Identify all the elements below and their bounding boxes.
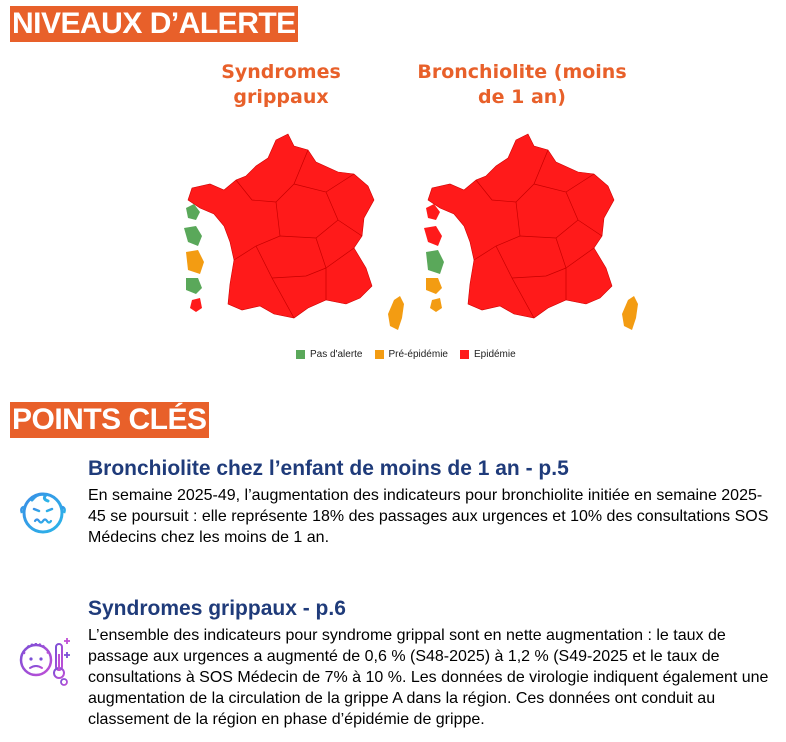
flu-syndromes-text: L’ensemble des indicateurs pour syndrome grippal sont en nette augmentation : le taux de passage aux urgences a augmenté de 0,6 % (S48-2025) à 1,2 % (S49-2025 et le taux de consultations à SOS Médecin de 7% à 10 %. Les données de virologie indiquent également une augmentation de la circulation de la grippe A dans la région. Ces données ont conduit au classement de la région en phase d’épidémie de grippe. — [88, 627, 769, 728]
map-title-bronchiolitis: Bronchiolite (moins de 1 an) — [417, 61, 627, 108]
legend-label: Pré-épidémie — [388, 348, 448, 360]
mainland-france-region — [188, 134, 374, 318]
flu-alert-map — [176, 128, 416, 348]
overseas-territory-3 — [186, 250, 204, 274]
overseas-territory-3 — [426, 250, 444, 274]
flu-syndromes-title: Syndromes grippaux - p.6 — [88, 597, 346, 620]
legend-label: Pas d'alerte — [310, 348, 363, 360]
legend-swatch-red — [460, 350, 469, 359]
bronchiolitis-title: Bronchiolite chez l’enfant de moins de 1 an - p.5 — [88, 457, 569, 480]
map-title-flu: Syndromes grippaux — [221, 61, 341, 108]
legend-item-epidemic — [460, 349, 516, 360]
overseas-territory-5 — [190, 298, 202, 312]
corsica-region — [622, 296, 638, 330]
corsica-region — [388, 296, 404, 330]
alert-levels-heading: NIVEAUX D’ALERTE — [12, 7, 296, 40]
overseas-territory-5 — [430, 298, 442, 312]
map-legend — [296, 346, 528, 362]
bronchiolitis-alert-map — [416, 128, 656, 348]
legend-item-no-alert — [296, 349, 363, 360]
overseas-territory-2 — [184, 226, 202, 246]
mainland-france-region — [428, 134, 614, 318]
legend-label: Epidémie — [473, 348, 516, 360]
overseas-territory-4 — [426, 278, 442, 294]
overseas-territory-2 — [424, 226, 442, 246]
legend-swatch-orange — [375, 350, 384, 359]
fever-thermometer-icon — [14, 630, 74, 690]
key-points-heading: POINTS CLÉS — [12, 403, 207, 436]
legend-swatch-green — [296, 350, 305, 359]
bronchiolitis-text: En semaine 2025-49, l’augmentation des indicateurs pour bronchiolite initiée en semaine 2025-45 se poursuit : elle représente 18% des passages aux urgences et 10% des consultations SOS Médecins chez les moins de 1 an. — [88, 487, 769, 546]
overseas-territory-4 — [186, 278, 202, 294]
sick-baby-icon — [18, 486, 68, 536]
legend-item-pre-epidemic — [375, 349, 448, 360]
